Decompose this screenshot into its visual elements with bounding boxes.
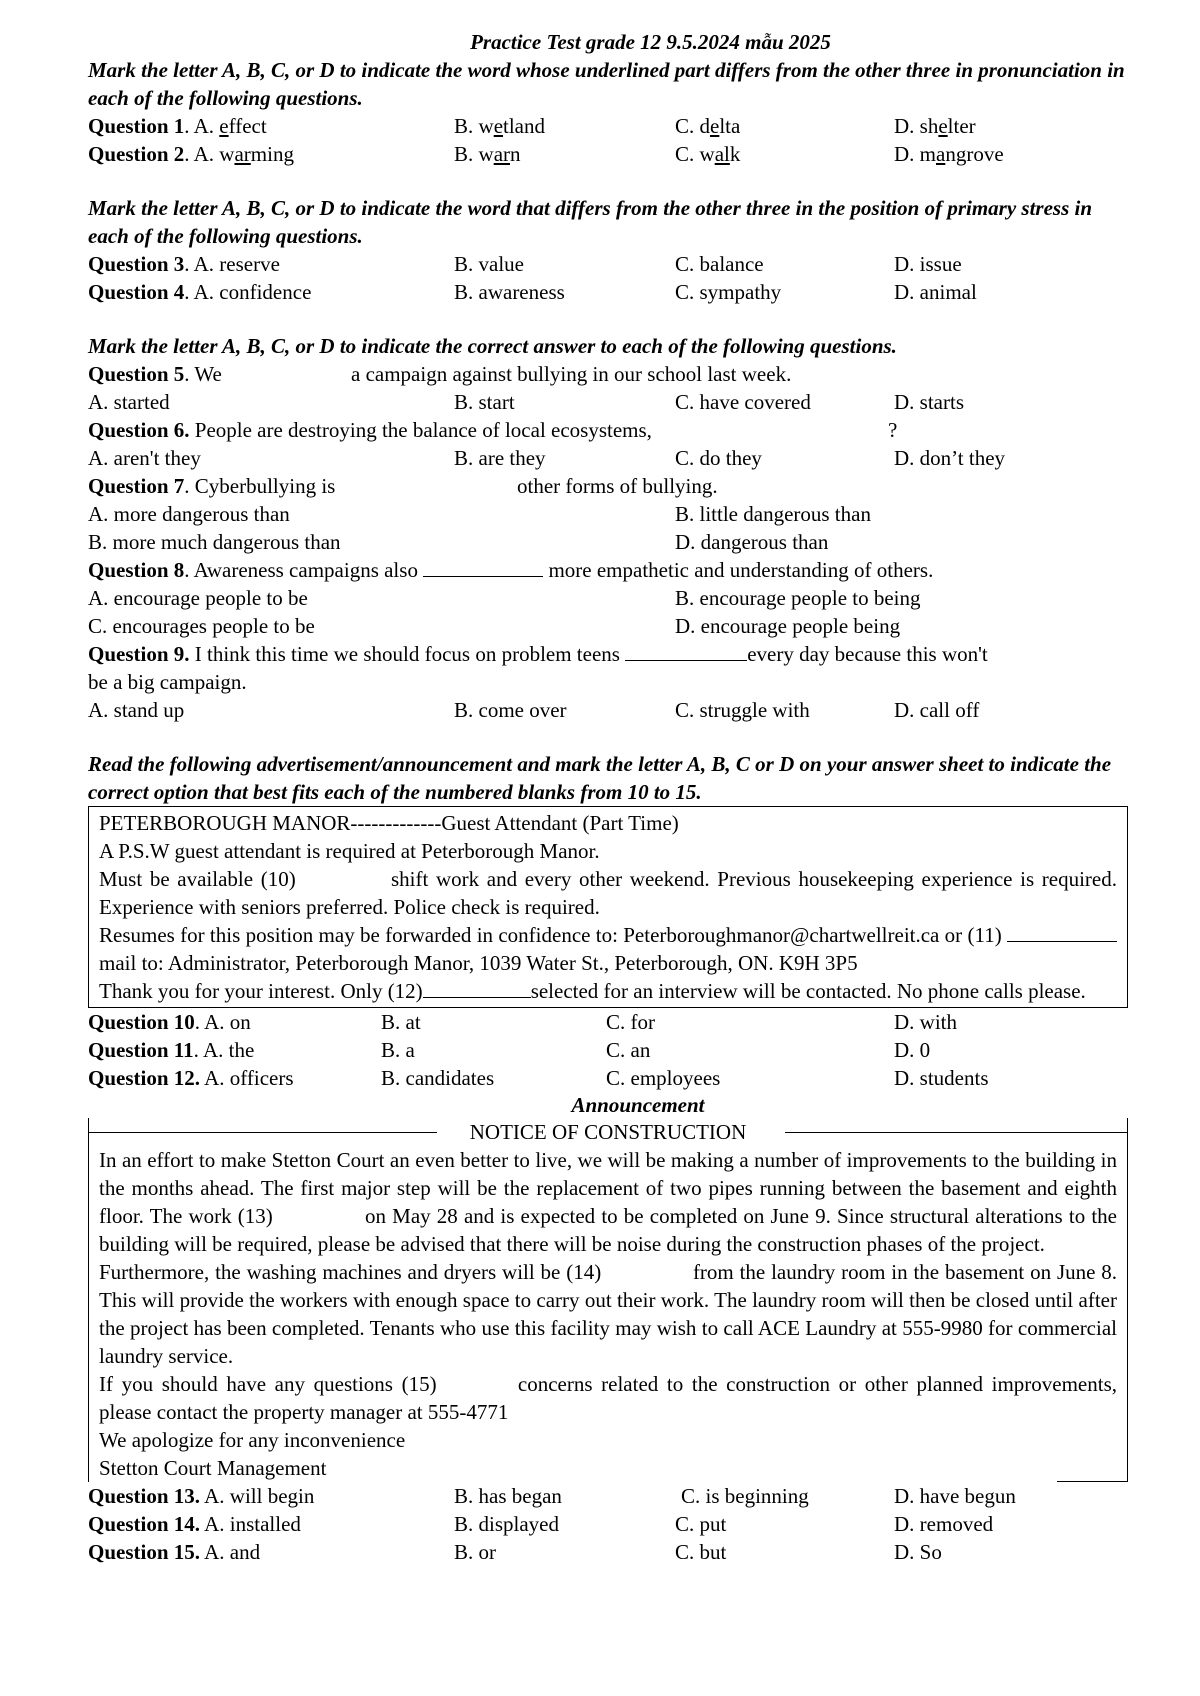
question-6-stem: Question 6. People are destroying the balance of local ecosystems, ? [88,418,898,442]
answer-blank [1007,923,1117,942]
notice-paragraph: If you should have any questions (15) concerns related to the construction or other planned improvements, please contact the property manager at 555-4771 [99,1372,1118,1424]
ad-heading: PETERBOROUGH MANOR-------------Guest Attendant (Part Time) [99,811,679,835]
question-3: Question 3. A. reserve B. value C. balance D. issue [88,252,962,276]
notice-box [88,1118,1128,1482]
announcement-label: Announcement [571,1093,705,1117]
notice-paragraph: In an effort to make Stetton Court an even better to live, we will be making a number of improvements to the building in the months ahead. The first major step will be the replacement of two pipes running between the basement and eighth floor. The work (13) on May 28 and is expected to be completed on June 9. Since structural alterations to the building will be required, please be advised that there will be noise during the construction phases of the project. [99,1148,1117,1256]
section1-instruction: Mark the letter A, B, C, or D to indicate the word whose underlined part differs from the other three in pronunciation in each of the following questions. [88,58,1125,110]
option-b: B. awareness [454,280,565,304]
answer-blank [423,979,531,998]
option-d: D. animal [894,280,977,304]
advertisement-box [88,806,1128,1008]
option-d: D. issue [894,252,962,276]
question-10: Question 10. A. on B. at C. for D. with [88,1010,957,1034]
question-9-stem-2: be a big campaign. [88,670,247,694]
option-c: C. delta [675,114,741,138]
question-8-options-1: A. encourage people to be B. encourage people to being [88,586,921,610]
question-14: Question 14. A. installed B. displayed C. put D. removed [88,1512,994,1536]
ad-paragraph: Must be available (10) shift work and every other weekend. Previous housekeeping experience is required. Experience with seniors preferred. Police check is required. [99,867,1117,919]
worksheet [88,28,1128,1566]
question-5-options: A. started B. start C. have covered D. starts [88,390,964,414]
option-b: B. wetland [454,114,546,138]
option-d: D. mangrove [894,142,1004,166]
ad-line: A P.S.W guest attendant is required at Peterborough Manor. [99,839,600,863]
notice-closing: We apologize for any inconvenience [99,1428,406,1452]
option-b: B. warn [454,142,521,166]
question-label: Question 2 [88,142,185,166]
section3-instruction: Mark the letter A, B, C, or D to indicate the correct answer to each of the following questions. [88,334,897,358]
ad-paragraph: Resumes for this position may be forwarded in confidence to: Peterboroughmanor@chartwellreit.ca or (11) mail to: Administrator, Peterborough Manor, 1039 Water St., Peterborough, ON. K9H 3P5 [99,921,1117,977]
question-1: Question 1. A. effect B. wetland C. delta D. shelter [88,114,976,138]
answer-blank [423,558,543,577]
option-b: B. value [454,252,524,276]
question-9-options: A. stand up B. come over C. struggle with D. call off [88,698,980,722]
question-11: Question 11. A. the B. a C. an D. 0 [88,1038,931,1062]
question-8-stem: Question 8. Awareness campaigns also more empathetic and understanding of others. [88,558,934,582]
page-title: Practice Test grade 12 9.5.2024 mẫu 2025 [470,30,831,54]
question-13: Question 13. A. will begin B. has began C. is beginning D. have begun [88,1484,1016,1508]
question-9-stem: Question 9. I think this time we should focus on problem teens every day because this won't [88,642,988,666]
question-12: Question 12. A. officers B. candidates C. employees D. students [88,1066,989,1090]
question-6-options: A. aren't they B. are they C. do they D. don’t they [88,446,1006,470]
option-c: C. walk [675,142,741,166]
option-c: C. balance [675,252,764,276]
question-7-stem: Question 7. Cyberbullying is other forms of bullying. [88,474,718,498]
ad-paragraph: Thank you for your interest. Only (12) selected for an interview will be contacted. No phone calls please. [99,979,1086,1003]
question-7-options-2: B. more much dangerous than D. dangerous than [88,530,829,554]
question-4: Question 4. A. confidence B. awareness C. sympathy D. animal [88,280,977,304]
option-d: D. shelter [894,114,976,138]
notice-paragraph: Furthermore, the washing machines and dryers will be (14) from the laundry room in the basement on June 8. This will provide the workers with enough space to carry out their work. The laundry room will then be closed until after the project has been completed. Tenants who use this facility may wish to call ACE Laundry at 555-9980 for commercial laundry service. [99,1260,1118,1368]
section4-instruction: Read the following advertisement/announcement and mark the letter A, B, C or D on your answer sheet to indicate the correct option that best fits each of the numbered blanks from 10 to 15. [88,752,1112,804]
question-2: Question 2. A. warming B. warn C. walk D. mangrove [88,142,1004,166]
notice-signature: Stetton Court Management [99,1454,1117,1482]
option-c: C. sympathy [675,280,782,304]
question-label: Question 1 [88,114,185,138]
question-15: Question 15. A. and B. or C. but D. So [88,1540,942,1564]
notice-title: NOTICE OF CONSTRUCTION [469,1120,747,1144]
question-7-options-1: A. more dangerous than B. little dangerous than [88,502,871,526]
question-8-options-2: C. encourages people to be D. encourage people being [88,614,901,638]
answer-blank [625,642,747,661]
question-5-stem: Question 5. We a campaign against bullying in our school last week. [88,362,792,386]
section2-instruction: Mark the letter A, B, C, or D to indicate the word that differs from the other three in the position of primary stress in each of the following questions. [88,196,1093,248]
